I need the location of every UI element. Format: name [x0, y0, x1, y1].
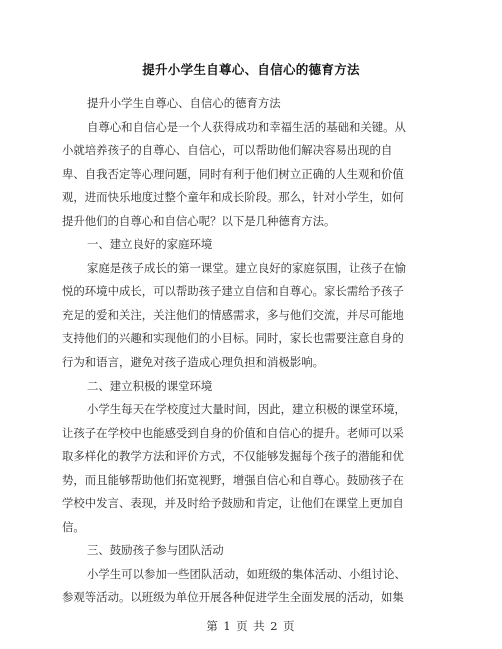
text-line: 小学生可以参加一些团队活动，如班级的集体活动、小组讨论、 [87, 566, 406, 581]
text-line: 小就培养孩子的自尊心、自信心，可以帮助他们解决容易出现的自 [62, 143, 393, 158]
text-line: 二、建立积极的课堂环境 [87, 378, 213, 393]
document-title: 提升小学生自尊心、自信心的德育方法 [142, 62, 360, 77]
text-line: 小学生每天在学校度过大量时间，因此，建立积极的课堂环境， [87, 402, 406, 417]
text-line: 充足的爱和关注，关注他们的情感需求，多与他们交流，并尽可能地 [62, 307, 404, 322]
document-body [62, 92, 438, 610]
text-line: 自尊心和自信心是一个人获得成功和幸福生活的基础和关键。从 [87, 119, 406, 134]
text-line: 卑、自我否定等心理问题，同时有利于他们树立正确的人生观和价值 [62, 166, 404, 181]
text-line: 势，而且能够帮助他们拓宽视野，增强自信心和自尊心。鼓励孩子在 [62, 472, 404, 487]
text-line: 提升他们的自尊心和自信心呢？以下是几种德育方法。 [62, 213, 336, 228]
text-line: 让孩子在学校中也能感受到自身的价值和自信心的提升。老师可以采 [62, 425, 404, 440]
text-line: 悦的环境中成长，可以帮助孩子建立自信和自尊心。家长需给予孩子 [62, 284, 404, 299]
text-line: 家庭是孩子成长的第一课堂。建立良好的家庭氛围，让孩子在愉 [87, 260, 406, 275]
text-line: 信。 [62, 519, 85, 534]
page-footer: 第 1 页 共 2 页 [206, 619, 296, 633]
text-line: 参观等活动。以班级为单位开展各种促进学生全面发展的活动，如集 [62, 590, 404, 605]
text-line: 取多样化的教学方法和评价方式，不仅能够发掘每个孩子的潜能和优 [62, 449, 404, 464]
text-line: 三、鼓励孩子参与团队活动 [87, 543, 224, 558]
text-line: 学校中发言、表现，并及时给予鼓励和肯定，让他们在课堂上更加自 [62, 496, 404, 511]
text-line: 支持他们的兴趣和实现他们的小目标。同时，家长也需要注意自身的 [62, 331, 404, 346]
text-line: 观，进而快乐地度过整个童年和成长阶段。那么，针对小学生，如何 [62, 190, 404, 205]
text-line: 提升小学生自尊心、自信心的德育方法 [87, 96, 281, 110]
text-line: 行为和语言，避免对孩子造成心理负担和消极影响。 [62, 355, 324, 370]
text-line: 一、建立良好的家庭环境 [87, 237, 213, 252]
